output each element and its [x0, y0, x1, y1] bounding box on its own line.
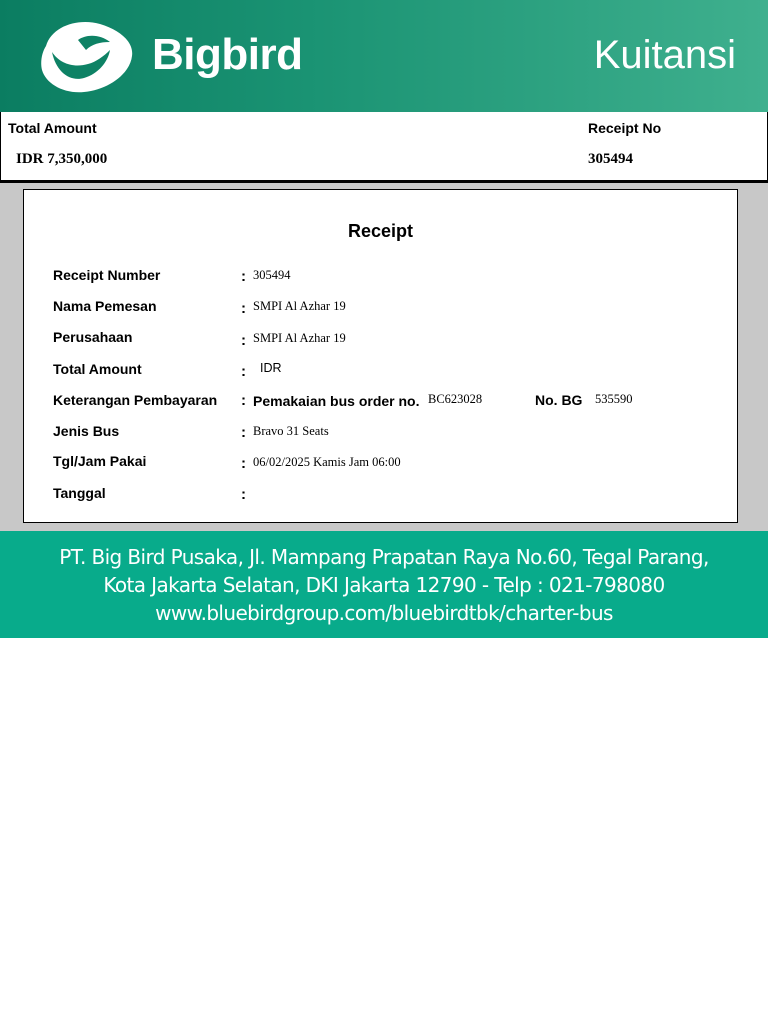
colon: :	[241, 363, 246, 380]
jenis-bus-value: Bravo 31 Seats	[253, 424, 329, 438]
brand-name: Bigbird	[152, 30, 303, 79]
footer-address-band	[0, 531, 768, 638]
receipt-number-value: 305494	[253, 268, 291, 282]
total-amount-value: IDR 7,350,000	[16, 151, 108, 167]
receipt-number-label: Receipt Number	[53, 267, 161, 283]
tgl-jam-pakai-value: 06/02/2025 Kamis Jam 06:00	[253, 455, 401, 469]
colon: :	[241, 392, 246, 409]
receipt-no-value: 305494	[588, 151, 633, 167]
receipt-title: Receipt	[347, 221, 414, 241]
document-title: Kuitansi	[593, 33, 736, 77]
footer-website: www.bluebirdgroup.com/bluebirdtbk/charter-bus	[155, 601, 613, 625]
summary-bar	[0, 112, 768, 181]
footer-address-line-1: PT. Big Bird Pusaka, Jl. Mampang Prapatan Raya No.60, Tegal Parang,	[59, 545, 709, 569]
perusahaan-value: SMPI Al Azhar 19	[253, 331, 346, 345]
bird-logo-icon	[38, 18, 136, 94]
colon: :	[241, 486, 246, 503]
bg-number-label: No. BG	[535, 392, 583, 408]
colon: :	[241, 424, 246, 441]
total-amount-row-value: IDR	[260, 361, 282, 375]
tgl-jam-pakai-label: Tgl/Jam Pakai	[53, 453, 147, 469]
perusahaan-label: Perusahaan	[53, 329, 133, 345]
colon: :	[241, 455, 246, 472]
header-banner	[0, 0, 768, 112]
total-amount-row-label: Total Amount	[53, 361, 142, 377]
jenis-bus-label: Jenis Bus	[53, 423, 120, 439]
footer-address-line-2: Kota Jakarta Selatan, DKI Jakarta 12790 - Telp : 021-798080	[103, 573, 665, 597]
tanggal-label: Tanggal	[53, 485, 106, 501]
colon: :	[241, 300, 246, 317]
total-amount-label: Total Amount	[8, 120, 97, 136]
bg-number-value: 535590	[595, 392, 633, 406]
colon: :	[241, 268, 246, 285]
receipt-no-label: Receipt No	[588, 120, 662, 136]
keterangan-pembayaran-label: Keterangan Pembayaran	[53, 392, 218, 408]
payment-description: Pemakaian bus order no.	[253, 393, 420, 409]
nama-pemesan-value: SMPI Al Azhar 19	[253, 299, 346, 313]
order-number-value: BC623028	[428, 392, 483, 406]
nama-pemesan-label: Nama Pemesan	[53, 298, 157, 314]
receipt-card	[23, 189, 738, 523]
colon: :	[241, 332, 246, 349]
